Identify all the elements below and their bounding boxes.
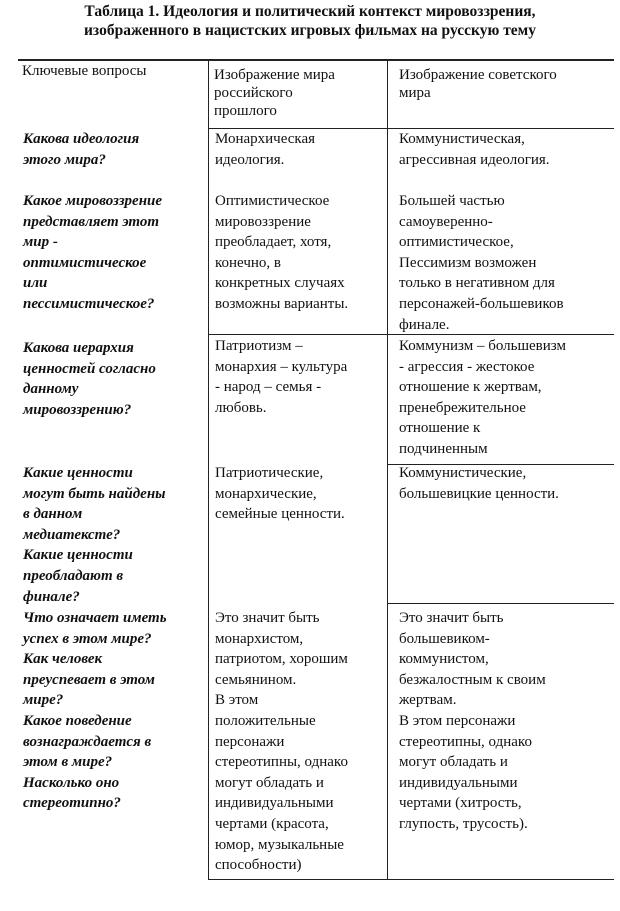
answer-soviet-value-hierarchy: Коммунизм – большевизм - агрессия - жестокое отношение к жертвам, пренебрежительное отношение к подчиненным (399, 338, 566, 457)
answer-soviet-worldview: Большей частью самоуверенно- оптимистическое, Пессимизм возможен только в негативном для персонажей-большевиков финале. (399, 193, 564, 333)
answer-soviet-success: Это значит быть большевиком- коммунистом, безжалостным к своим жертвам. В этом персонажи стереотипны, однако могут обладать и индивидуальными чертами (хитрость, глупость, трусость). (399, 610, 546, 832)
column-divider-1 (208, 59, 209, 879)
caption-line-1: Таблица 1. Идеология и политический контекст мировоззрения, (84, 3, 536, 20)
caption-line-2: изображенного в нацистских игровых фильмах на русскую тему (84, 22, 536, 39)
answer-russian-ideology: Монархическая идеология. (215, 131, 316, 168)
row-rule-bottom (208, 879, 614, 880)
question-value-hierarchy: Какова иерархия ценностей согласно данному мировоззрению? (23, 340, 156, 418)
question-ideology: Какова идеология этого мира? (23, 131, 140, 168)
header-soviet-world: Изображение советского мира (399, 67, 557, 101)
column-divider-2 (387, 59, 388, 879)
question-success: Что означает иметь успех в этом мире? Как человек преуспевает в этом мире? Какое поведение вознаграждается в этом в мире? Насколько оно стереотипно? (23, 610, 167, 812)
header-russian-past: Изображение мира российского прошлого (214, 67, 335, 119)
answer-russian-success: Это значит быть монархистом, патриотом, хорошим семьянином. В этом положительные персонажи стереотипны, однако могут обладать и индивидуальными чертами (красота, юмор, музыкальные способности) (215, 610, 348, 874)
table-caption (0, 2, 620, 40)
answer-russian-values: Патриотические, монархические, семейные ценности. (215, 465, 345, 523)
answer-soviet-ideology: Коммунистическая, агрессивная идеология. (399, 131, 550, 168)
header-key-questions: Ключевые вопросы (22, 63, 147, 79)
answer-russian-value-hierarchy: Патриотизм – монархия – культура - народ – семья - любовь. (215, 338, 348, 416)
answer-soviet-values: Коммунистические, большевицкие ценности. (399, 465, 559, 502)
row-rule-3 (387, 603, 614, 604)
question-values: Какие ценности могут быть найдены в данном медиатексте? Какие ценности преобладают в финале? (23, 465, 166, 605)
table-top-rule (18, 59, 614, 61)
answer-russian-worldview: Оптимистическое мировоззрение преобладает, хотя, конечно, в конкретных случаях возможны варианты. (215, 193, 349, 312)
question-worldview: Какое мировоззрение представляет этот мир - оптимистическое или пессимистическое? (23, 193, 163, 312)
